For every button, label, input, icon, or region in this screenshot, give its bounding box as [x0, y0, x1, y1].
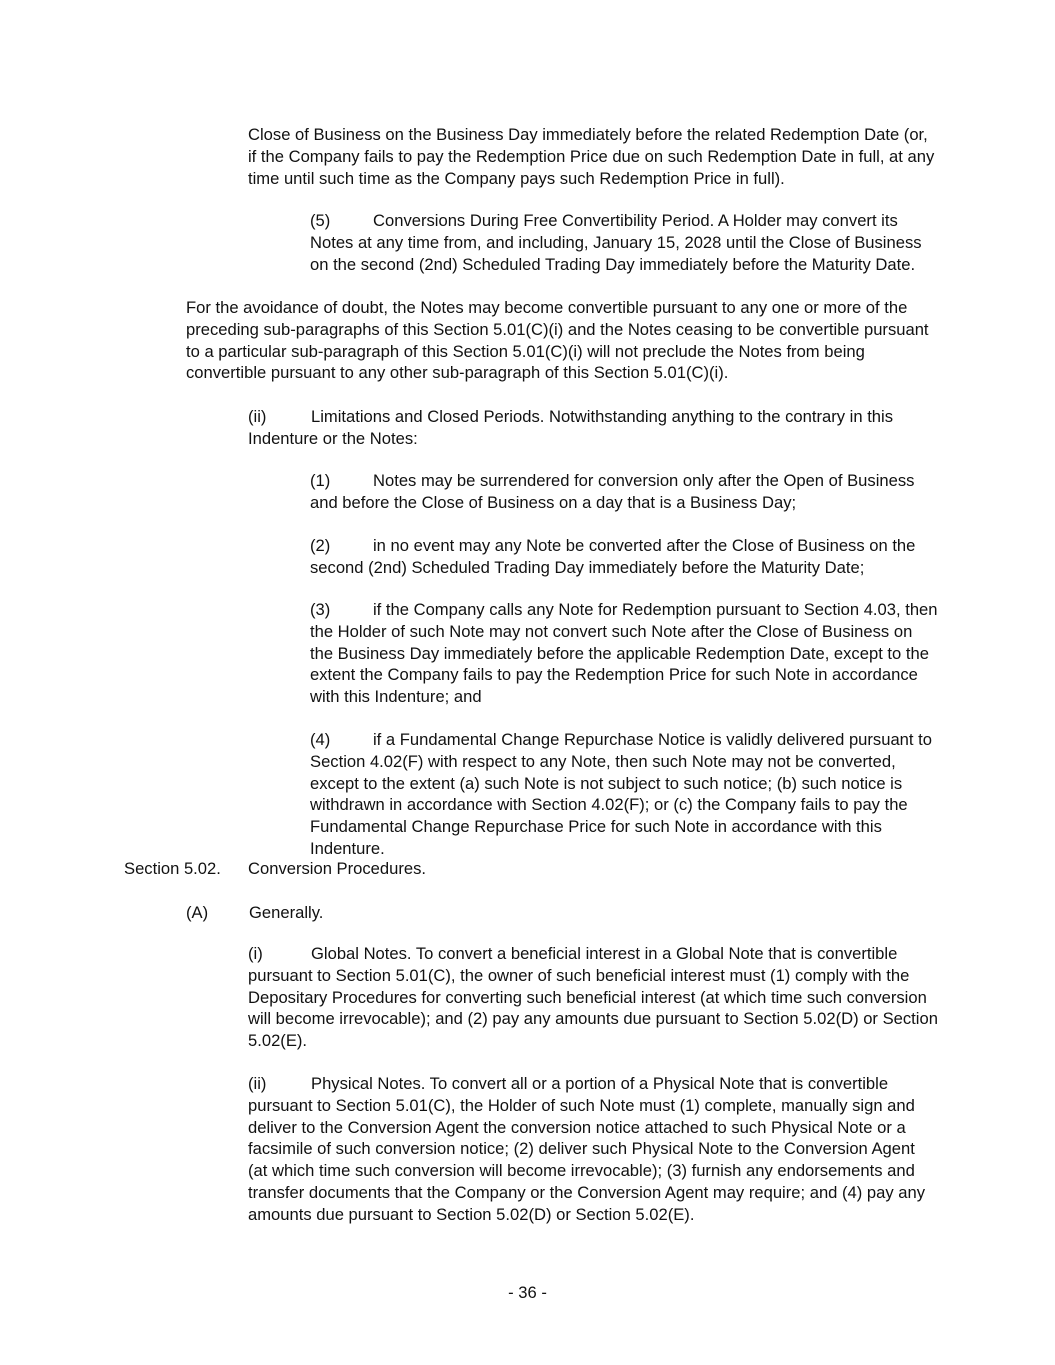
paragraph-limitation-1	[248, 470, 938, 514]
list-number: (4)	[310, 730, 331, 749]
paragraph-global-notes	[186, 943, 938, 1052]
subsection-heading	[186, 902, 938, 924]
list-number: (ii)	[248, 1074, 267, 1093]
list-number: (2)	[310, 536, 331, 555]
list-number: (5)	[310, 211, 331, 230]
paragraph-close-of-business: Close of Business on the Business Day immediately before the related Redemption Date (or, if the Company fails to pay the Redemption Price due on such Redemption Date in full, at any time until such time as the Company pays such Redemption Price in full).	[248, 125, 935, 188]
paragraph-limitation-4	[248, 729, 938, 860]
paragraph-ii-limitations	[186, 406, 938, 450]
section-number: Section 5.02.	[124, 859, 221, 878]
paragraph-text: in no event may any Note be converted after the Close of Business on the second (2nd) Scheduled Trading Day immediately before the Maturity Date;	[310, 536, 916, 577]
section-heading	[124, 858, 938, 880]
paragraph-5	[248, 210, 938, 275]
section-title: Conversion Procedures.	[248, 859, 427, 878]
paragraph-text: Limitations and Closed Periods. Notwithstanding anything to the contrary in this Indenture or the Notes:	[248, 407, 894, 448]
list-number: (3)	[310, 600, 331, 619]
paragraph-limitation-2	[248, 535, 938, 579]
list-number: (A)	[186, 903, 209, 922]
paragraph-text: Global Notes. To convert a beneficial interest in a Global Note that is convertible pursuant to Section 5.01(C), the owner of such beneficial interest must (1) comply with the Depositary Procedures for converting such beneficial interest (at which time such conversion will become irrevocable); and (2) pay any amounts due pursuant to Section 5.02(D) or Section 5.02(E).	[248, 944, 938, 1051]
paragraph-text: if a Fundamental Change Repurchase Notice is validly delivered pursuant to Section 4.02(F) with respect to any Note, then such Note may not be converted, except to the extent (a) such Note is not subject to such notice; (b) such notice is withdrawn in accordance with Section 4.02(F); or (c) the Company fails to pay the Fundamental Change Repurchase Price for such Note in accordance with this Indenture.	[310, 730, 932, 858]
paragraph-limitation-3	[248, 599, 938, 708]
paragraph-text: Notes may be surrendered for conversion only after the Open of Business and before the Close of Business on a day that is a Business Day;	[310, 471, 915, 512]
paragraph-avoidance-of-doubt: For the avoidance of doubt, the Notes may become convertible pursuant to any one or more of the preceding sub-paragraphs of this Section 5.01(C)(i) and the Notes ceasing to be convertible pursuant to a particular sub-paragraph of this Section 5.01(C)(i) will not preclude the Notes from being convertible pursuant to any other sub-paragraph of this Section 5.01(C)(i).	[186, 298, 929, 383]
list-number: (i)	[248, 944, 263, 963]
paragraph-physical-notes	[186, 1073, 938, 1226]
paragraph-text: Physical Notes. To convert all or a portion of a Physical Note that is convertible pursuant to Section 5.01(C), the Holder of such Note must (1) complete, manually sign and deliver to the Conversion Agent the conversion notice attached to such Physical Note or a facsimile of such conversion notice; (2) deliver such Physical Note to the Conversion Agent (at which time such conversion will become irrevocable); (3) furnish any endorsements and transfer documents that the Company or the Conversion Agent may require; and (4) pay any amounts due pursuant to Section 5.02(D) or Section 5.02(E).	[248, 1074, 926, 1224]
paragraph-text: Conversions During Free Convertibility Period. A Holder may convert its Notes at any time from, and including, January 15, 2028 until the Close of Business on the second (2nd) Scheduled Trading Day immediately before the Maturity Date.	[310, 211, 922, 274]
page-number: - 36 -	[508, 1283, 547, 1302]
paragraph-text: if the Company calls any Note for Redemption pursuant to Section 4.03, then the Holder of such Note may not convert such Note after the Close of Business on the Business Day immediately before the applicable Redemption Date, except to the extent the Company fails to pay the Redemption Price for such Note in accordance with this Indenture; and	[310, 600, 938, 707]
subsection-title: Generally.	[249, 903, 324, 922]
list-number: (ii)	[248, 407, 267, 426]
list-number: (1)	[310, 471, 331, 490]
